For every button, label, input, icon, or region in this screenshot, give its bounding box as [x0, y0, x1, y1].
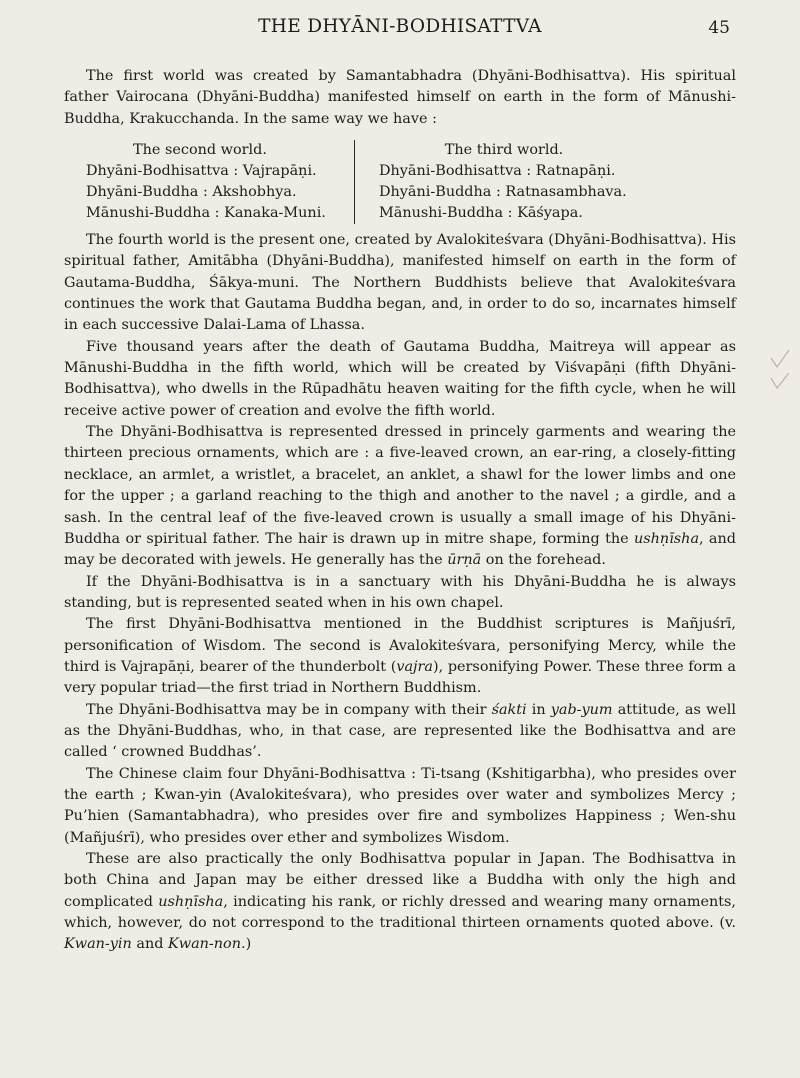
third-world-buddha: Dhyāni-Buddha : Ratnasambhava.: [379, 184, 627, 201]
paragraph: [64, 849, 736, 956]
text-run: ): [245, 936, 252, 953]
text-run: The Dhyāni-Bodhisattva may be in company with their: [86, 701, 487, 718]
italic-term: vajra: [396, 658, 433, 675]
pencil-check-mark-icon: [768, 370, 792, 392]
paragraph: [64, 422, 736, 571]
paragraph: The first world was created by Samantabhadra (Dhyāni-Bodhisattva). His spiritual father Vairocana (Dhyāni-Buddha) manifested himself on earth in the form of Mānushi-Buddha, Krakucchanda. In the same way we have :: [64, 68, 736, 127]
italic-term: ushṇīsha: [634, 530, 700, 547]
paragraph: Five thousand years after the death of Gautama Buddha, Maitreya will appear as Mānushi-Buddha in the fifth world, which will be created by Viśvapāṇi (fifth Dhyāni-Bodhisattva), who dwells in the Rūpadhātu heaven waiting for the fifth cycle, when he will receive active power of creation and evolve the fifth world.: [64, 338, 736, 419]
text-run: These are also practically the only Bodhisattva popular in Japan. The Bodhisattva in both China and Japan may be either dressed like a Buddha with only the high and complicated: [64, 851, 736, 910]
italic-term: Kwan-yin: [64, 936, 132, 953]
third-world-heading: The third world.: [444, 142, 564, 159]
third-world-column: [355, 140, 669, 224]
text-run: ), personifying Power. These three form a very popular triad—the first triad in Northern Buddhism.: [64, 658, 736, 697]
second-world-manushi: Mānushi-Buddha : Kanaka-Muni.: [86, 205, 326, 222]
text-run: The Dhyāni-Bodhisattva is represented dressed in princely garments and wearing the thirteen precious ornaments, which are : a five-leaved crown, an ear-ring, a closely-fitting necklace, an armlet, a wristlet, a bracelet, an anklet, a shawl for the lower limbs and one for the upper ; a garland reaching to the thigh and another to the navel ; a girdle, and a sash. In the central leaf of the five-leaved crown is usually a small image of his Dhyāni-Buddha or spiritual father. The hair is drawn up in mitre shape, forming the: [64, 424, 736, 547]
italic-term: Kwan-non.: [168, 936, 246, 953]
paragraph: If the Dhyāni-Bodhisattva is in a sanctuary with his Dhyāni-Buddha he is always standing, but is represented seated when in his own chapel.: [64, 573, 736, 611]
paragraph: The fourth world is the present one, created by Avalokiteśvara (Dhyāni-Bodhisattva). His spiritual father, Amitābha (Dhyāni-Buddha), manifested himself on earth in the form of Gautama-Buddha, Śākya-muni. The Northern Buddhists believe that Avalokiteśvara continues the work that Gautama Buddha began, and, in order to do so, incarnates himself in each successive Dalai-Lama of Lhassa.: [64, 232, 736, 334]
page-number: 45: [708, 18, 730, 38]
paragraph: The Chinese claim four Dhyāni-Bodhisattva : Ti-tsang (Kshitigarbha), who presides over the earth ; Kwan-yin (Avalokiteśvara), who presides over water and symbolizes Mercy ; Pu’hien (Samantabhadra), who presides over fire and symbolizes Happiness ; Wen-shu (Mañjuśrī), who presides over ether and symbolizes Wisdom.: [64, 765, 736, 846]
text-run: , indicating his rank, or richly dressed and wearing many ornaments, which, however, do not correspond to the traditional thirteen ornaments quoted above. (v.: [64, 893, 736, 932]
paragraph: [64, 614, 736, 699]
third-world-manushi: Mānushi-Buddha : Kāśyapa.: [379, 205, 583, 222]
running-head: [0, 12, 800, 40]
third-world-bodhisattva: Dhyāni-Bodhisattva : Ratnapāṇi.: [379, 163, 616, 180]
italic-term: ushṇīsha: [158, 893, 224, 910]
body-text: [64, 66, 736, 956]
paragraph: [64, 700, 736, 764]
pencil-check-mark-icon: [768, 348, 792, 370]
text-run: , and may be decorated with jewels. He generally has the: [64, 530, 736, 569]
worlds-table: [64, 140, 736, 224]
second-world-bodhisattva: Dhyāni-Bodhisattva : Vajrapāṇi.: [86, 163, 317, 180]
text-run: The first Dhyāni-Bodhisattva mentioned in the Buddhist scriptures is Mañjuśrī, personification of Wisdom. The second is Avalokiteśvara, personifying Mercy, while the third is Vajrapāṇi, bearer of the thunderbolt (: [64, 616, 736, 675]
second-world-heading: The second world.: [133, 142, 267, 159]
italic-term: śakti: [491, 701, 527, 718]
page-title: THE DHYĀNI-BODHISATTVA: [258, 16, 542, 37]
second-world-column: [64, 140, 355, 224]
italic-term: ūrṇā: [447, 552, 482, 569]
italic-term: yab-yum: [550, 701, 613, 718]
text-run: on the forehead.: [485, 552, 606, 569]
text-run: attitude, as well as the Dhyāni-Buddhas, who, in that case, are represented like the Bodhisattva and are called ‘ crowned Buddhas’.: [64, 701, 737, 761]
text-run: and: [136, 936, 164, 953]
second-world-buddha: Dhyāni-Buddha : Akshobhya.: [86, 184, 297, 201]
text-run: in: [531, 701, 546, 718]
